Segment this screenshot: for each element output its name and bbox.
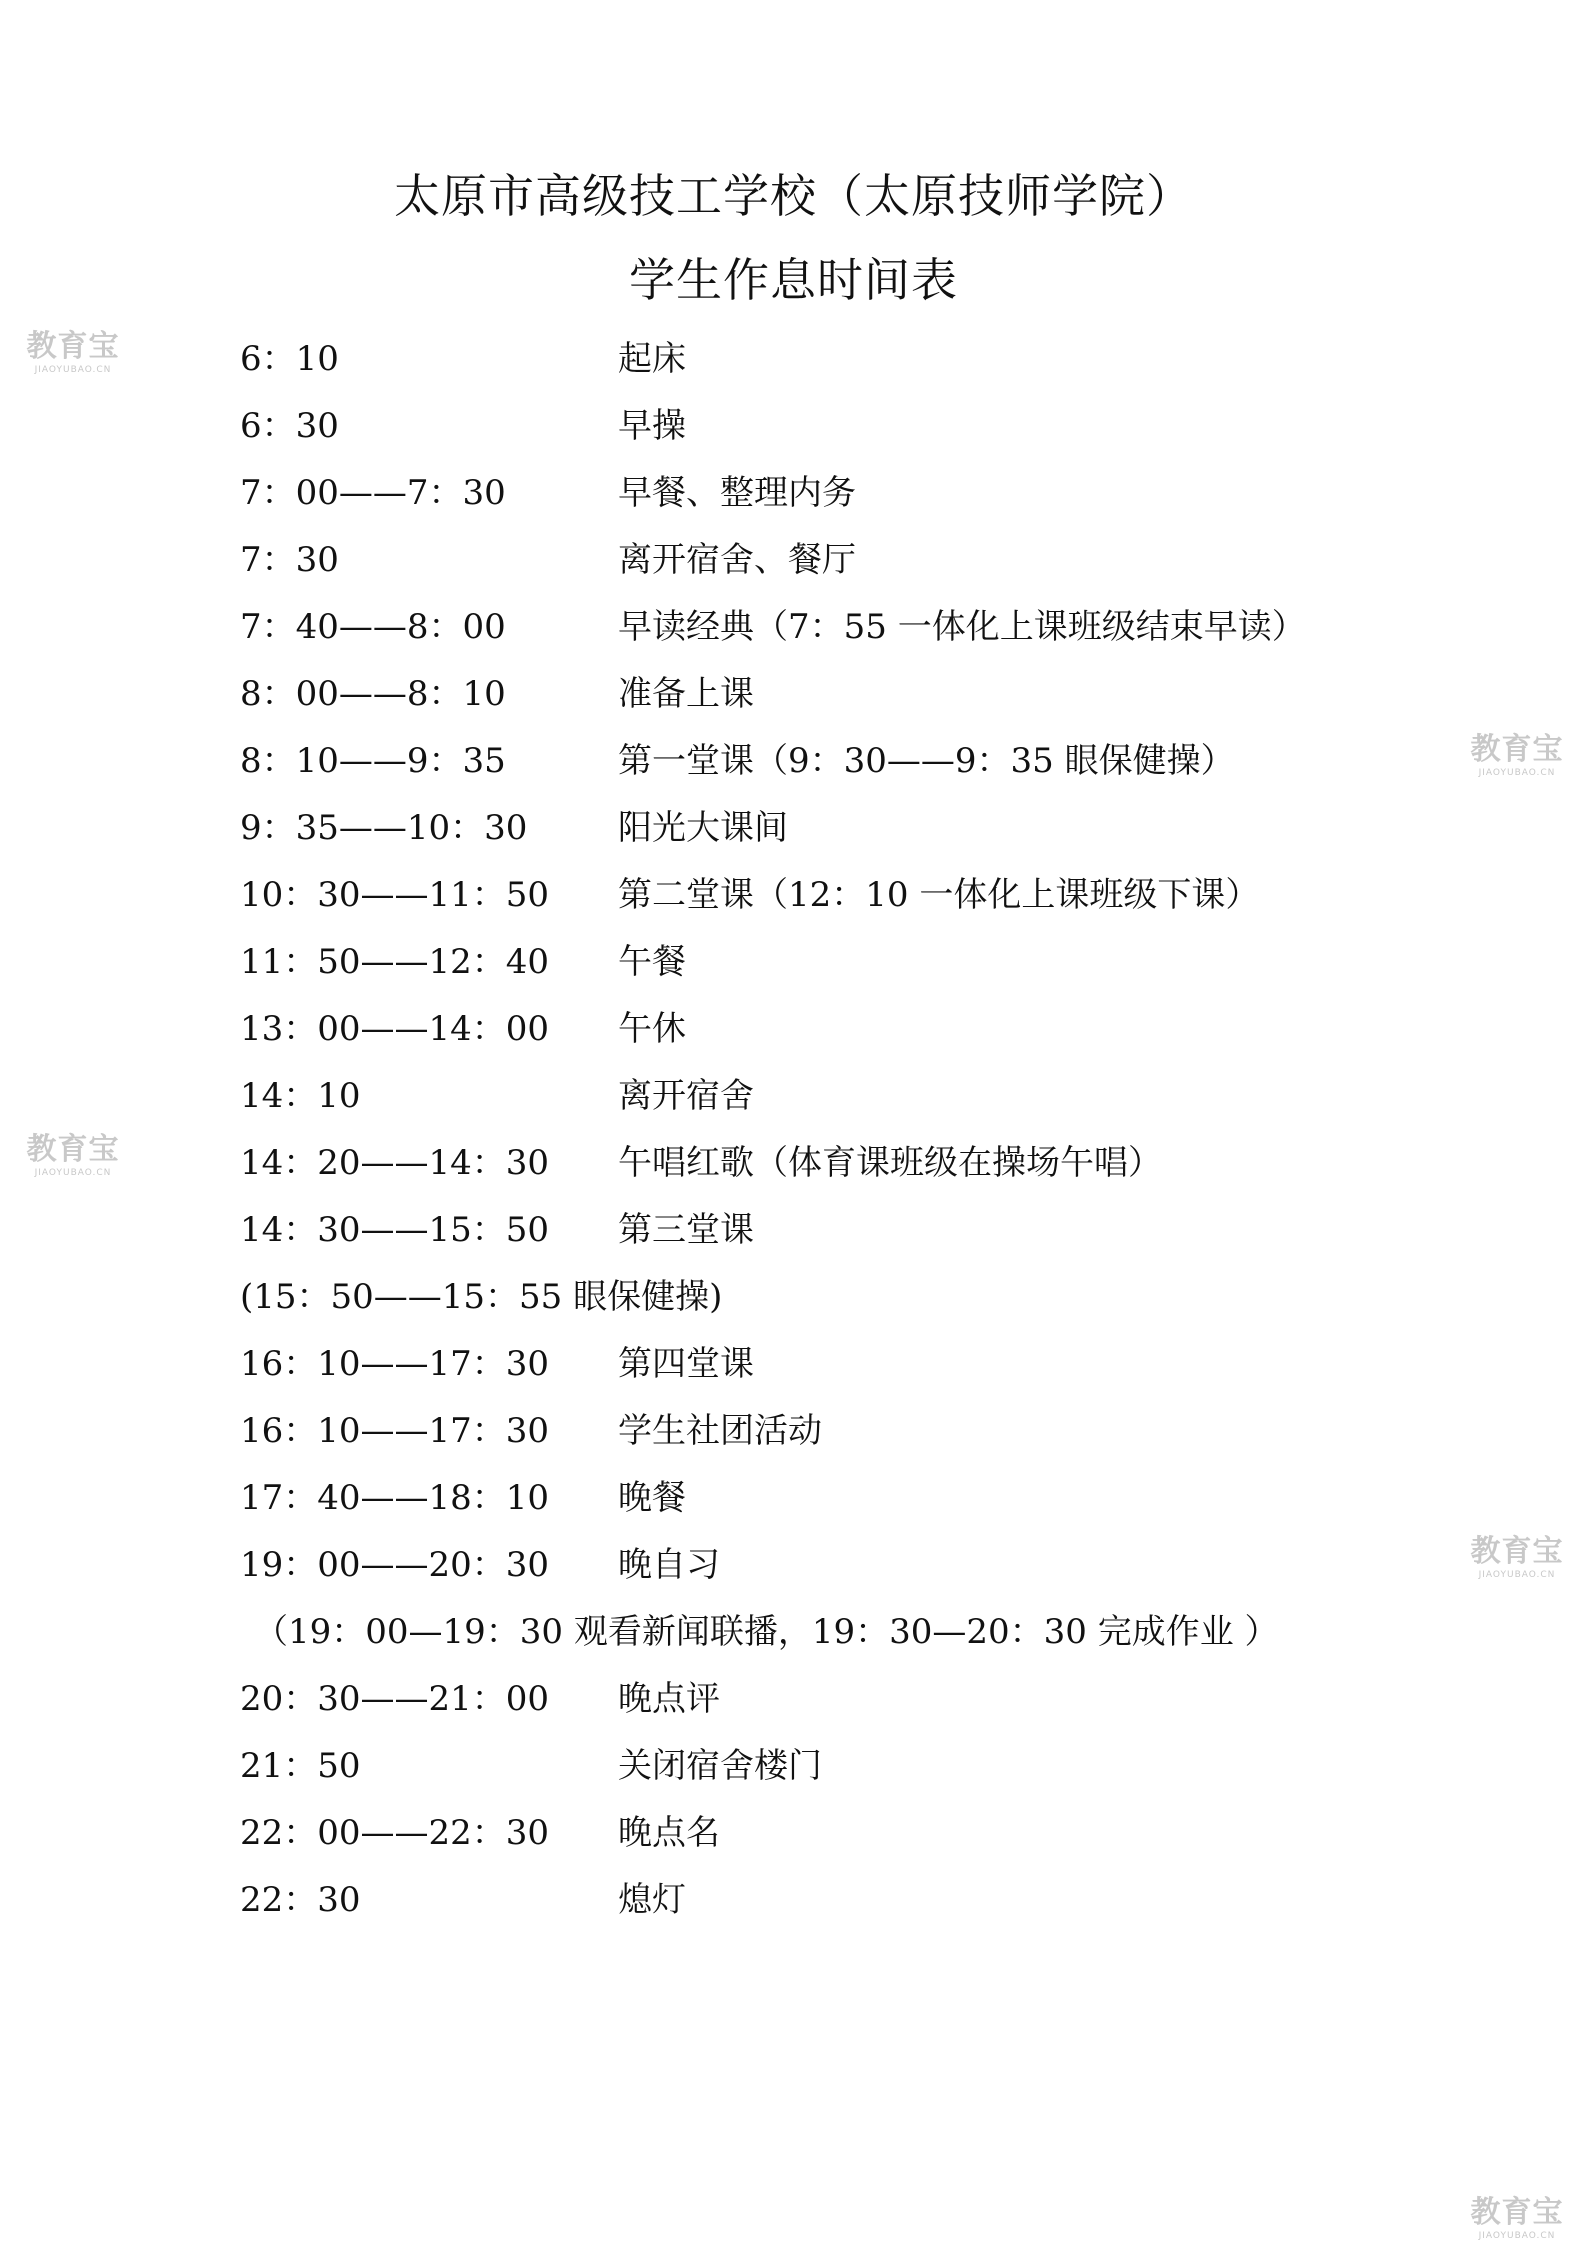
- watermark: [18, 1133, 128, 1179]
- schedule-time: 7：40——8：00: [240, 607, 506, 647]
- schedule-time: 17：40——18：10: [240, 1478, 550, 1518]
- schedule-event: 熄灯: [618, 1880, 686, 1920]
- schedule-time: 16：10——17：30: [240, 1344, 550, 1384]
- schedule-row: [240, 1003, 1440, 1070]
- watermark-url: JIAOYUBAO.CN: [34, 365, 112, 375]
- schedule-row: [240, 1070, 1440, 1137]
- schedule-row: [240, 1338, 1440, 1405]
- schedule-note-row: [240, 1606, 1440, 1673]
- schedule-event: 准备上课: [618, 674, 754, 714]
- schedule-time: 21：50: [240, 1746, 361, 1786]
- schedule-time: 20：30——21：00: [240, 1679, 550, 1719]
- schedule-event: 午休: [618, 1009, 686, 1049]
- schedule-note: (15：50——15：55 眼保健操): [240, 1277, 723, 1317]
- schedule-time: 14：20——14：30: [240, 1143, 550, 1183]
- schedule-note: （19：00—19：30 观看新闻联播，19：30—20：30 完成作业 ）: [254, 1612, 1279, 1652]
- watermark-logo: 教育宝: [1470, 2195, 1564, 2230]
- schedule-row: [240, 936, 1440, 1003]
- schedule-row: [240, 534, 1440, 601]
- schedule-time: 7：30: [240, 540, 339, 580]
- watermark: [1462, 733, 1572, 779]
- watermark-url: JIAOYUBAO.CN: [34, 1168, 112, 1178]
- schedule-row: [240, 668, 1440, 735]
- schedule-time: 11：50——12：40: [240, 942, 550, 982]
- schedule-event: 晚自习: [618, 1545, 720, 1585]
- schedule-time: 10：30——11：50: [240, 875, 550, 915]
- watermark-url: JIAOYUBAO.CN: [1478, 1570, 1556, 1580]
- watermark-logo: 教育宝: [1470, 1534, 1564, 1569]
- schedule-event: 晚餐: [618, 1478, 686, 1518]
- schedule-event: 晚点评: [618, 1679, 720, 1719]
- schedule-row: [240, 1874, 1440, 1941]
- schedule-row: [240, 802, 1440, 869]
- watermark: [1462, 2196, 1572, 2242]
- schedule-time: 6：10: [240, 339, 339, 379]
- schedule-time: 8：00——8：10: [240, 674, 506, 714]
- schedule-event: 午唱红歌（体育课班级在操场午唱）: [618, 1143, 1162, 1183]
- schedule-event: 早操: [618, 406, 686, 446]
- watermark-logo: 教育宝: [26, 329, 120, 364]
- schedule-row: [240, 400, 1440, 467]
- schedule-event: 早读经典（7：55 一体化上课班级结束早读）: [618, 607, 1306, 647]
- watermark-logo: 教育宝: [26, 1132, 120, 1167]
- schedule-event: 早餐、整理内务: [618, 473, 856, 513]
- schedule-row: [240, 1539, 1440, 1606]
- schedule-event: 阳光大课间: [618, 808, 788, 848]
- schedule-time: 22：00——22：30: [240, 1813, 550, 1853]
- schedule-row: [240, 601, 1440, 668]
- schedule-event: 第二堂课（12：10 一体化上课班级下课）: [618, 875, 1260, 915]
- schedule-event: 第一堂课（9：30——9：35 眼保健操）: [618, 741, 1235, 781]
- schedule-time: 9：35——10：30: [240, 808, 528, 848]
- document-title: 太原市高级技工学校（太原技师学院）: [394, 169, 1193, 223]
- watermark-logo: 教育宝: [1470, 732, 1564, 767]
- schedule-time: 22：30: [240, 1880, 361, 1920]
- schedule-time: 14：30——15：50: [240, 1210, 550, 1250]
- schedule-time: 19：00——20：30: [240, 1545, 550, 1585]
- schedule-event: 晚点名: [618, 1813, 720, 1853]
- schedule-event: 离开宿舍、餐厅: [618, 540, 856, 580]
- schedule-event: 离开宿舍: [618, 1076, 754, 1116]
- schedule-event: 第三堂课: [618, 1210, 754, 1250]
- watermark-url: JIAOYUBAO.CN: [1478, 2231, 1556, 2241]
- schedule-list: [240, 333, 1440, 1941]
- schedule-row: [240, 1807, 1440, 1874]
- watermark: [18, 330, 128, 376]
- schedule-row: [240, 1472, 1440, 1539]
- schedule-row: [240, 1405, 1440, 1472]
- schedule-event: 起床: [618, 339, 686, 379]
- schedule-row: [240, 1740, 1440, 1807]
- schedule-time: 8：10——9：35: [240, 741, 506, 781]
- schedule-row: [240, 1673, 1440, 1740]
- schedule-time: 6：30: [240, 406, 339, 446]
- schedule-row: [240, 1204, 1440, 1271]
- schedule-event: 午餐: [618, 942, 686, 982]
- schedule-time: 14：10: [240, 1076, 361, 1116]
- schedule-time: 7：00——7：30: [240, 473, 506, 513]
- schedule-row: [240, 735, 1440, 802]
- document-subtitle: 学生作息时间表: [629, 253, 958, 307]
- schedule-event: 第四堂课: [618, 1344, 754, 1384]
- schedule-event: 学生社团活动: [618, 1411, 822, 1451]
- watermark: [1462, 1535, 1572, 1581]
- schedule-note-row: [240, 1271, 1440, 1338]
- schedule-row: [240, 333, 1440, 400]
- schedule-row: [240, 869, 1440, 936]
- watermark-url: JIAOYUBAO.CN: [1478, 768, 1556, 778]
- schedule-row: [240, 467, 1440, 534]
- schedule-row: [240, 1137, 1440, 1204]
- schedule-event: 关闭宿舍楼门: [618, 1746, 822, 1786]
- schedule-time: 13：00——14：00: [240, 1009, 550, 1049]
- schedule-time: 16：10——17：30: [240, 1411, 550, 1451]
